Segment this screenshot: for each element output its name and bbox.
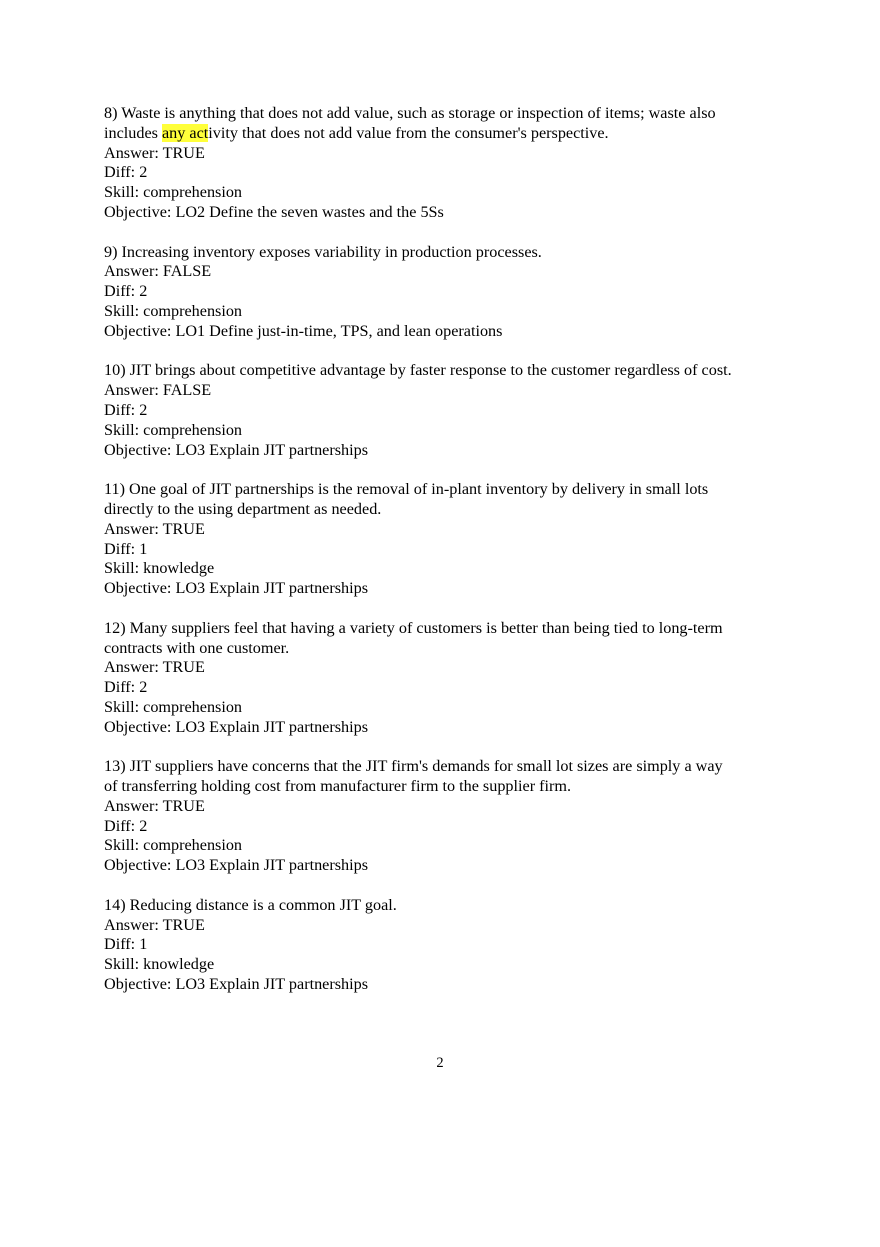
skill: Skill: knowledge bbox=[104, 955, 215, 974]
skill: Skill: comprehension bbox=[104, 836, 243, 855]
question-12 bbox=[104, 619, 804, 738]
question-stem-line-2: contracts with one customer. bbox=[104, 638, 290, 657]
answer: Answer: TRUE bbox=[104, 915, 205, 934]
question-11 bbox=[104, 480, 804, 599]
difficulty: Diff: 2 bbox=[104, 678, 148, 697]
skill: Skill: comprehension bbox=[104, 697, 243, 716]
skill: Skill: knowledge bbox=[104, 559, 215, 578]
question-stem-line-2: directly to the using department as needed. bbox=[104, 499, 382, 518]
objective: Objective: LO2 Define the seven wastes and the 5Ss bbox=[104, 202, 444, 221]
skill: Skill: comprehension bbox=[104, 183, 243, 202]
question-8 bbox=[104, 104, 804, 223]
answer: Answer: TRUE bbox=[104, 796, 205, 815]
question-stem: 10) JIT brings about competitive advantage by faster response to the customer regardless of cost. bbox=[104, 361, 732, 380]
question-9 bbox=[104, 243, 804, 342]
difficulty: Diff: 2 bbox=[104, 163, 148, 182]
question-13 bbox=[104, 757, 804, 876]
objective: Objective: LO1 Define just-in-time, TPS, and lean operations bbox=[104, 321, 503, 340]
answer: Answer: TRUE bbox=[104, 658, 205, 677]
stem-text-before-highlight: includes bbox=[104, 123, 162, 142]
page-number: 2 bbox=[436, 1055, 444, 1071]
question-stem: 9) Increasing inventory exposes variability in production processes. bbox=[104, 242, 542, 261]
question-stem-line-2: of transferring holding cost from manufacturer firm to the supplier firm. bbox=[104, 777, 572, 796]
skill: Skill: comprehension bbox=[104, 420, 243, 439]
objective: Objective: LO3 Explain JIT partnerships bbox=[104, 440, 369, 459]
answer: Answer: TRUE bbox=[104, 519, 205, 538]
objective: Objective: LO3 Explain JIT partnerships bbox=[104, 717, 369, 736]
difficulty: Diff: 1 bbox=[104, 935, 148, 954]
skill: Skill: comprehension bbox=[104, 301, 243, 320]
question-stem: 8) Waste is anything that does not add value, such as storage or inspection of items; waste also bbox=[104, 104, 716, 122]
question-stem: 11) One goal of JIT partnerships is the removal of in-plant inventory by delivery in small lots bbox=[104, 480, 709, 499]
difficulty: Diff: 2 bbox=[104, 282, 148, 301]
answer: Answer: TRUE bbox=[104, 143, 205, 162]
difficulty: Diff: 1 bbox=[104, 539, 148, 558]
difficulty: Diff: 2 bbox=[104, 400, 148, 419]
question-stem: 12) Many suppliers feel that having a variety of customers is better than being tied to long-term bbox=[104, 618, 723, 637]
question-14 bbox=[104, 896, 804, 995]
question-list bbox=[104, 104, 804, 1015]
objective: Objective: LO3 Explain JIT partnerships bbox=[104, 975, 369, 994]
question-stem: 14) Reducing distance is a common JIT goal. bbox=[104, 895, 397, 914]
answer: Answer: FALSE bbox=[104, 381, 212, 400]
highlighted-text: any act bbox=[162, 123, 209, 142]
question-stem: 13) JIT suppliers have concerns that the JIT firm's demands for small lot sizes are simply a way bbox=[104, 757, 723, 776]
objective: Objective: LO3 Explain JIT partnerships bbox=[104, 856, 369, 875]
question-10 bbox=[104, 361, 804, 460]
question-stem-line-2 bbox=[104, 124, 804, 144]
difficulty: Diff: 2 bbox=[104, 816, 148, 835]
answer: Answer: FALSE bbox=[104, 262, 212, 281]
objective: Objective: LO3 Explain JIT partnerships bbox=[104, 579, 369, 598]
stem-text-after-highlight: ivity that does not add value from the consumer's perspective. bbox=[208, 123, 609, 142]
